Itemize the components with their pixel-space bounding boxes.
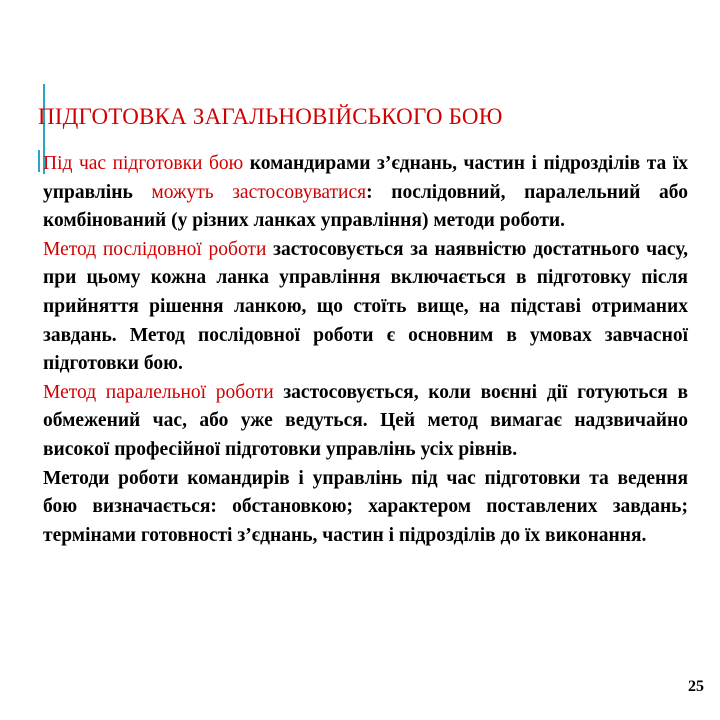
paragraph-preparation [43,150,688,236]
highlight-text: Метод послідовної роботи [43,238,267,260]
slide-title: ПІДГОТОВКА ЗАГАЛЬНОВІЙСЬКОГО БОЮ [38,104,503,129]
highlight-text: Метод паралельної роботи [43,381,274,403]
highlight-text: Під час підготовки бою [43,153,244,174]
body-text: Методи роботи командирів і управлінь під час підготовки та ведення бою визначається: обстановкою; характером поставлених завдань; термінами готовності з’єднань, частин і підрозділів до їх виконання. [43,467,688,546]
body-text: : послідовний, паралельний або комбінований (у різних ланках управління) методи роботи. [43,181,688,232]
paragraph-parallel-method [43,379,688,465]
body-text: застосовується, коли воєнні дії готуються в обмежений час, або уже ведуться. Цей метод вимагає надзвичайно високої професійної підготовки управлінь усіх рівнів. [43,381,688,460]
page-number: 25 [688,678,704,695]
paragraph-sequential-method [43,236,688,379]
highlight-text: можуть застосовуватися [151,181,367,203]
paragraph-methods-summary [43,465,688,551]
accent-line-secondary [38,150,40,172]
body-text: застосовується за наявністю достатнього часу, при цьому кожна ланка управління включається в підготовку після прийняття рішення ланкою, що стоїть вище, на підставі отриманих завдань. Метод послідовної роботи є основним в умовах завчасної підготовки бою. [43,238,688,375]
slide-body [43,150,688,550]
body-text: командирами з’єднань, частин і підрозділів та їх управлінь [43,153,688,203]
